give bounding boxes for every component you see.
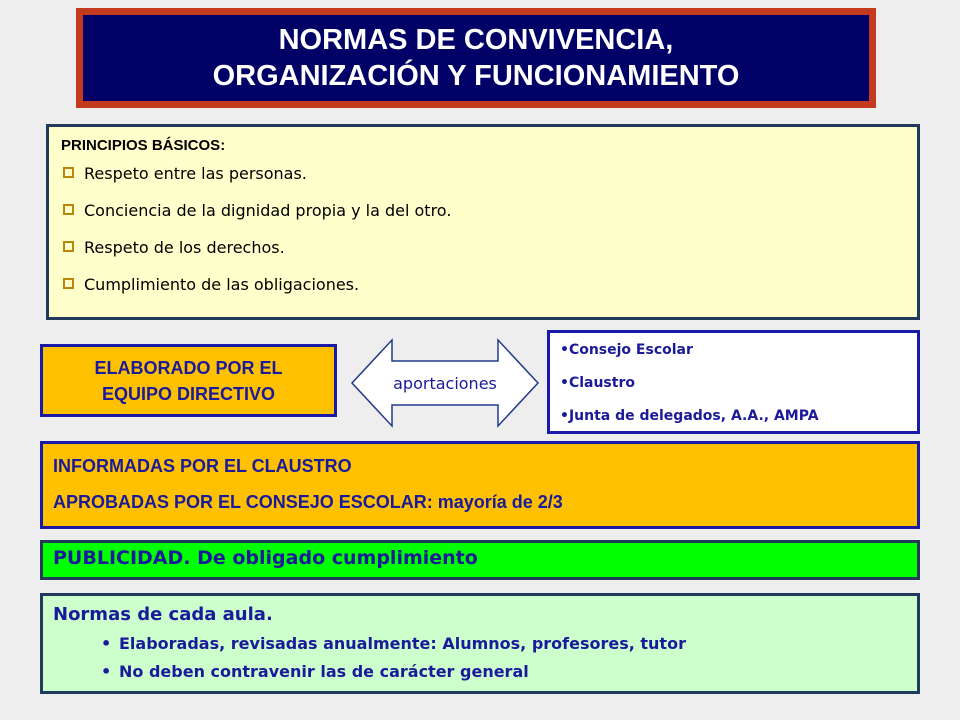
principle-item	[61, 164, 905, 201]
principle-text: Cumplimiento de las obligaciones.	[84, 275, 360, 294]
principle-item	[61, 275, 905, 312]
checkbox-bullet-icon	[63, 204, 74, 215]
inform-line-2: APROBADAS POR EL CONSEJO ESCOLAR: mayoría de 2/3	[53, 492, 563, 512]
title-inner	[83, 15, 869, 101]
checkbox-bullet-icon	[63, 278, 74, 289]
checkbox-bullet-icon	[63, 241, 74, 252]
bullet-icon: •	[101, 662, 112, 681]
classroom-item	[53, 658, 907, 686]
classroom-item-text: Elaboradas, revisadas anualmente: Alumnos, profesores, tutor	[119, 634, 686, 653]
publicity-box	[40, 540, 920, 580]
principle-text: Respeto de los derechos.	[84, 238, 285, 257]
title-line-2: ORGANIZACIÓN Y FUNCIONAMIENTO	[212, 60, 740, 92]
inform-line-1: INFORMADAS POR EL CLAUSTRO	[53, 456, 352, 476]
elaborated-box	[40, 344, 337, 417]
principle-text: Respeto entre las personas.	[84, 164, 307, 183]
principles-heading: PRINCIPIOS BÁSICOS:	[61, 137, 226, 154]
double-arrow-icon	[350, 338, 540, 428]
title-banner	[76, 8, 876, 108]
principle-text: Conciencia de la dignidad propia y la del otro.	[84, 201, 452, 220]
principles-box	[46, 124, 920, 320]
inform-box	[40, 441, 920, 529]
elaborated-line-2: EQUIPO DIRECTIVO	[101, 383, 276, 404]
classroom-box	[40, 593, 920, 694]
title-line-1: NORMAS DE CONVIVENCIA,	[278, 24, 674, 56]
classroom-item-text: No deben contravenir las de carácter general	[119, 662, 529, 681]
principle-item	[61, 238, 905, 275]
elaborated-line-1: ELABORADO POR EL	[94, 357, 283, 378]
council-item: •Consejo Escolar	[560, 342, 693, 358]
arrow-label: aportaciones	[393, 374, 497, 393]
classroom-title: Normas de cada aula.	[53, 604, 273, 625]
checkbox-bullet-icon	[63, 167, 74, 178]
council-item: •Claustro	[560, 375, 635, 391]
bullet-icon: •	[101, 634, 112, 653]
classroom-item	[53, 630, 907, 658]
councils-box	[547, 330, 920, 434]
publicity-text: PUBLICIDAD. De obligado cumplimiento	[53, 547, 478, 569]
council-item: •Junta de delegados, A.A., AMPA	[560, 408, 819, 424]
principle-item	[61, 201, 905, 238]
